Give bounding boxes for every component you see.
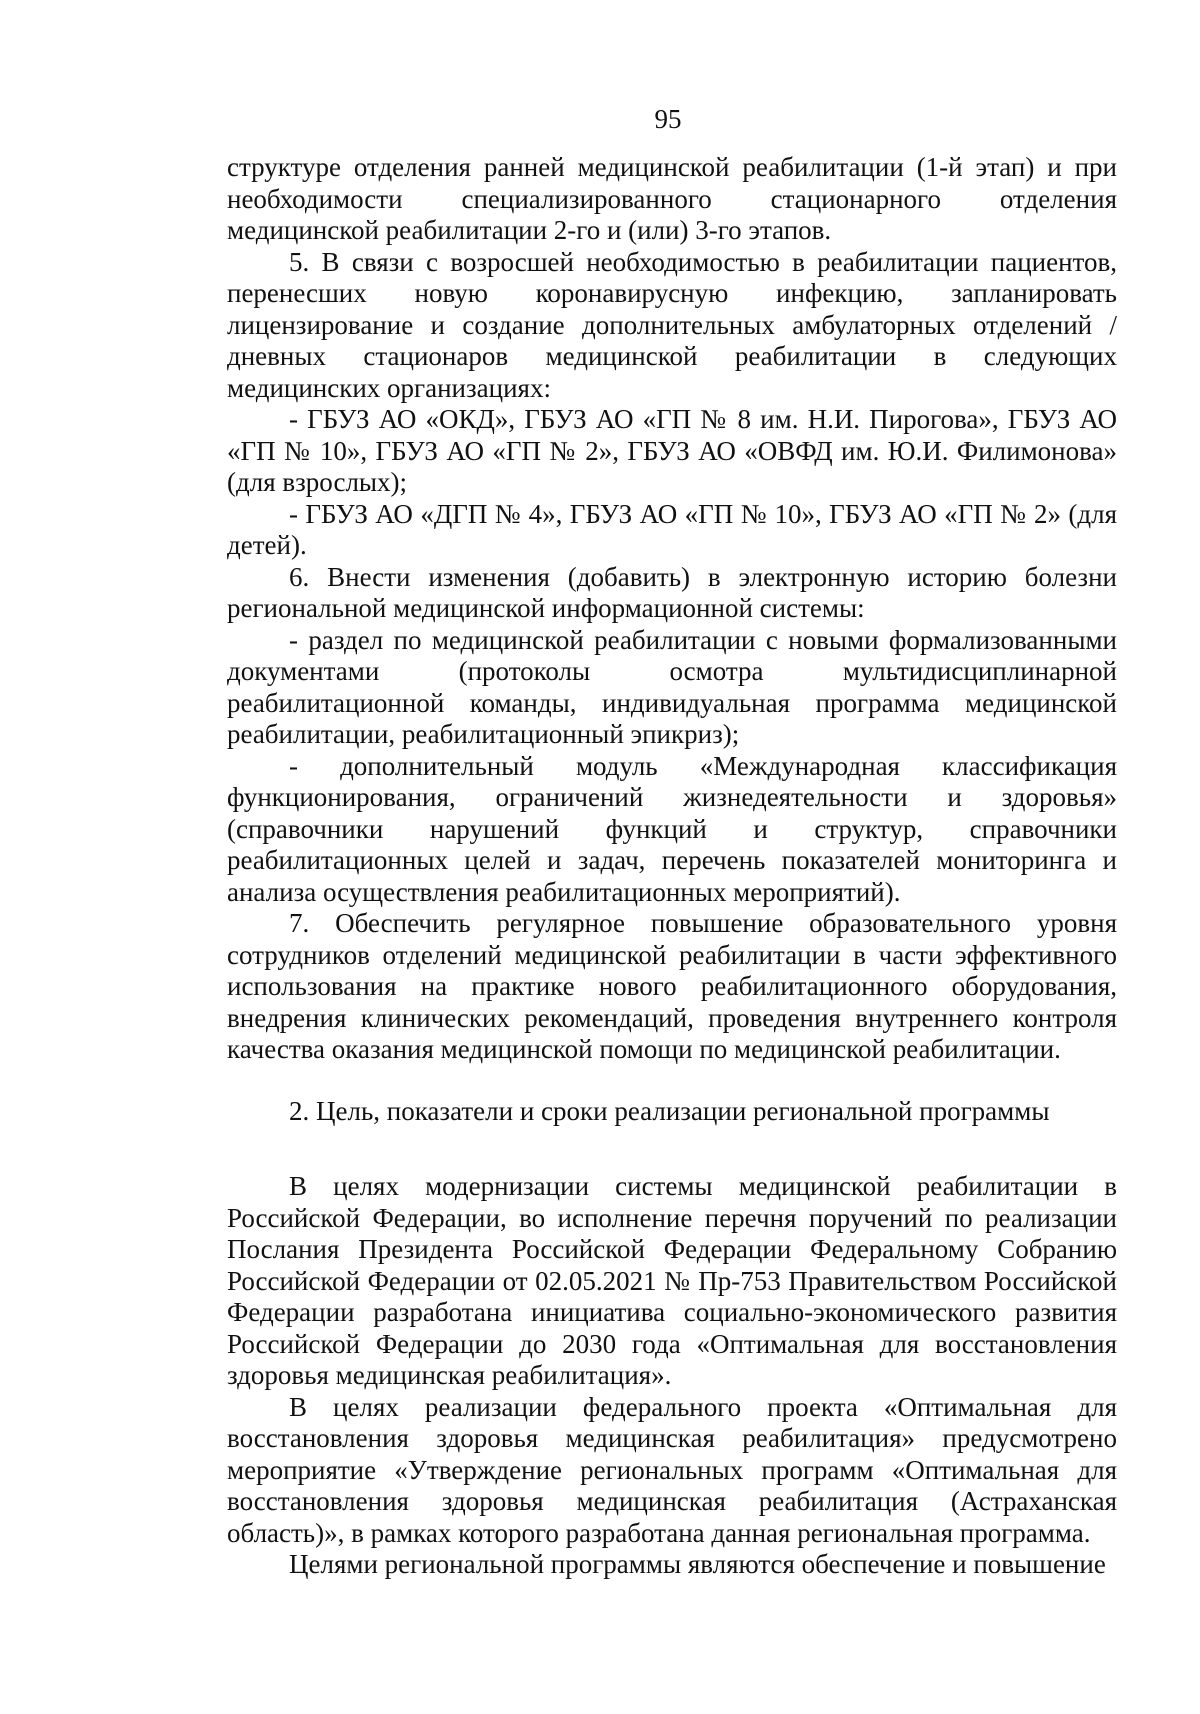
paragraph: В целях модернизации системы медицинской реабилитации в Российской Федерации, во исполнение перечня поручений по реализации Послания Президента Российской Федерации Федеральному Собранию Российской Федерации от 02.05.2021 № Пр-753 Правительством Российской Федерации разработана инициатива социально-экономического развития Российской Федерации до 2030 года «Оптимальная для восстановления здоровья медицинская реабилитация».	[227, 1171, 1117, 1390]
section-heading: 2. Цель, показатели и сроки реализации региональной программы	[289, 1095, 1050, 1126]
paragraph: 5. В связи с возросшей необходимостью в реабилитации пациентов, перенесших новую коронавирусную инфекцию, запланировать лицензирование и создание дополнительных амбулаторных отделений / дневных стационаров медицинской реабилитации в следующих медицинских организациях:	[227, 246, 1117, 403]
paragraph: Целями региональной программы являются обеспечение и повышение	[289, 1549, 1106, 1579]
paragraph: - ГБУЗ АО «ДГП № 4», ГБУЗ АО «ГП № 10», ГБУЗ АО «ГП № 2» (для детей).	[227, 498, 1117, 560]
section-1-paragraphs	[227, 152, 1117, 1066]
paragraph: 6. Внести изменения (добавить) в электронную историю болезни региональной медицинской информационной системы:	[227, 561, 1117, 623]
paragraph: - дополнительный модуль «Международная классификация функционирования, ограничений жизнедеятельности и здоровья» (справочники нарушений функций и структур, справочники реабилитационных целей и задач, перечень показателей мониторинга и анализа осуществления реабилитационных мероприятий).	[227, 750, 1117, 907]
paragraph: - раздел по медицинской реабилитации с новыми формализованными документами (протоколы осмотра мультидисциплинарной реабилитационной команды, индивидуальная программа медицинской реабилитации, реабилитационный эпикриз);	[227, 624, 1117, 749]
document-body	[227, 152, 1117, 1581]
paragraph: 7. Обеспечить регулярное повышение образовательного уровня сотрудников отделений медицинской реабилитации в части эффективного использования на практике нового реабилитационного оборудования, внедрения клинических рекомендаций, проведения внутреннего контроля качества оказания медицинской помощи по медицинской реабилитации.	[227, 908, 1117, 1064]
paragraph: структуре отделения ранней медицинской реабилитации (1-й этап) и при необходимости специализированного стационарного отделения медицинской реабилитации 2-го и (или) 3-го этапов.	[227, 152, 1117, 245]
page-number: 95	[654, 104, 682, 134]
paragraph: В целях реализации федерального проекта «Оптимальная для восстановления здоровья медицинская реабилитация» предусмотрено мероприятие «Утверждение региональных программ «Оптимальная для восстановления здоровья медицинская реабилитация (Астраханская область)», в рамках которого разработана данная региональная программа.	[227, 1391, 1117, 1548]
paragraph: - ГБУЗ АО «ОКД», ГБУЗ АО «ГП № 8 им. Н.И. Пирогова», ГБУЗ АО «ГП № 10», ГБУЗ АО «ГП № 2», ГБУЗ АО «ОВФД им. Ю.И. Филимонова» (для взрослых);	[227, 404, 1117, 497]
section-2-paragraphs	[227, 1171, 1117, 1581]
